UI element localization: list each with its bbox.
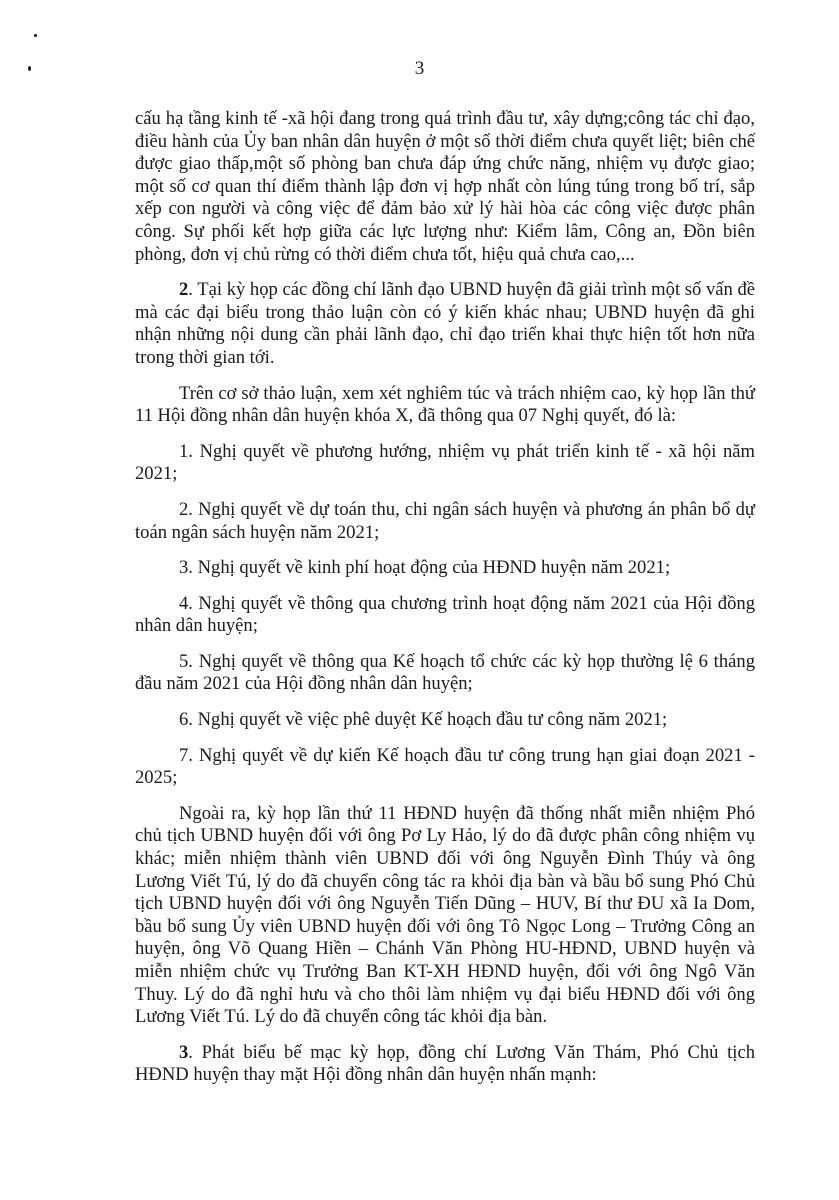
paragraph-text: . Phát biểu bế mạc kỳ họp, đồng chí Lương Văn Thám, Phó Chủ tịch HĐND huyện thay mặt Hội đồng nhân dân huyện nhấn mạnh: [135, 1041, 755, 1086]
document-body [135, 108, 755, 1100]
list-item-resolution-3: 3. Nghị quyết về kinh phí hoạt động của HĐND huyện năm 2021; [179, 557, 671, 579]
scan-speck [34, 34, 37, 37]
list-item-resolution-7: 7. Nghị quyết về dự kiến Kế hoạch đầu tư công trung hạn giai đoạn 2021 - 2025; [135, 744, 755, 789]
section-number: 2 [179, 279, 189, 301]
section-number: 3 [179, 1041, 189, 1063]
paragraph-resolutions-intro: Trên cơ sở thảo luận, xem xét nghiêm túc và trách nhiệm cao, kỳ họp lần thứ 11 Hội đồng nhân dân huyện khóa X, đã thông qua 07 Nghị quyết, đó là: [135, 382, 755, 427]
list-item-resolution-2: 2. Nghị quyết về dự toán thu, chi ngân sách huyện và phương án phân bổ dự toán ngân sách huyện năm 2021; [135, 498, 755, 543]
paragraph-section-2 [135, 279, 755, 369]
list-item-resolution-4: 4. Nghị quyết về thông qua chương trình hoạt động năm 2021 của Hội đồng nhân dân huyện; [135, 592, 755, 637]
paragraph-section-3 [135, 1042, 755, 1087]
paragraph-personnel: Ngoài ra, kỳ họp lần thứ 11 HĐND huyện đã thống nhất miễn nhiệm Phó chủ tịch UBND huyện đối với ông Pơ Ly Hảo, lý do đã được phân công nhiệm vụ khác; miễn nhiệm thành viên UBND đối với ông Nguyễn Đình Thúy và ông Lương Viết Tú, lý do đã chuyển công tác ra khỏi địa bàn và bầu bổ sung Phó Chủ tịch UBND huyện đối với ông Nguyễn Tiến Dũng – HUV, Bí thư ĐU xã Ia Dom, bầu bổ sung Ủy viên UBND huyện đối với ông Tô Ngọc Long – Trưởng Công an huyện, ông Võ Quang Hiền – Chánh Văn Phòng HU-HĐND, UBND huyện và miễn nhiệm chức vụ Trưởng Ban KT-XH HĐND huyện, đối với ông Ngô Văn Thuy. Lý do đã nghỉ hưu và cho thôi làm nhiệm vụ đại biểu HĐND đối với ông Lương Viết Tú. Lý do đã chuyển công tác khỏi địa bàn. [135, 802, 755, 1028]
paragraph-text: . Tại kỳ họp các đồng chí lãnh đạo UBND huyện đã giải trình một số vấn đề mà các đại biểu trong thảo luận còn có ý kiến khác nhau; UBND huyện đã ghi nhận những nội dung cần phải lãnh đạo, chỉ đạo triển khai thực hiện tốt hơn nữa trong thời gian tới. [135, 279, 755, 368]
paragraph-continuation: cấu hạ tầng kinh tế -xã hội đang trong quá trình đầu tư, xây dựng;công tác chỉ đạo, điều hành của Ủy ban nhân dân huyện ở một số thời điểm chưa quyết liệt; biên chế được giao thấp,một số phòng ban chưa đáp ứng chức năng, nhiệm vụ được giao; một số cơ quan thí điểm thành lập đơn vị hợp nhất còn lúng túng trong bố trí, sắp xếp con người và công việc để đảm bảo xử lý hài hòa các công việc được phân công. Sự phối kết hợp giữa các lực lượng như: Kiểm lâm, Công an, Đồn biên phòng, đơn vị chủ rừng có thời điểm chưa tốt, hiệu quả chưa cao,... [135, 108, 755, 265]
list-item-resolution-5: 5. Nghị quyết về thông qua Kế hoạch tổ chức các kỳ họp thường lệ 6 tháng đầu năm 2021 của Hội đồng nhân dân huyện; [135, 650, 755, 695]
list-item-resolution-1: 1. Nghị quyết về phương hướng, nhiệm vụ phát triển kinh tế - xã hội năm 2021; [135, 440, 755, 485]
page-number: 3 [414, 58, 425, 79]
list-item-resolution-6: 6. Nghị quyết về việc phê duyệt Kế hoạch đầu tư công năm 2021; [179, 709, 668, 731]
